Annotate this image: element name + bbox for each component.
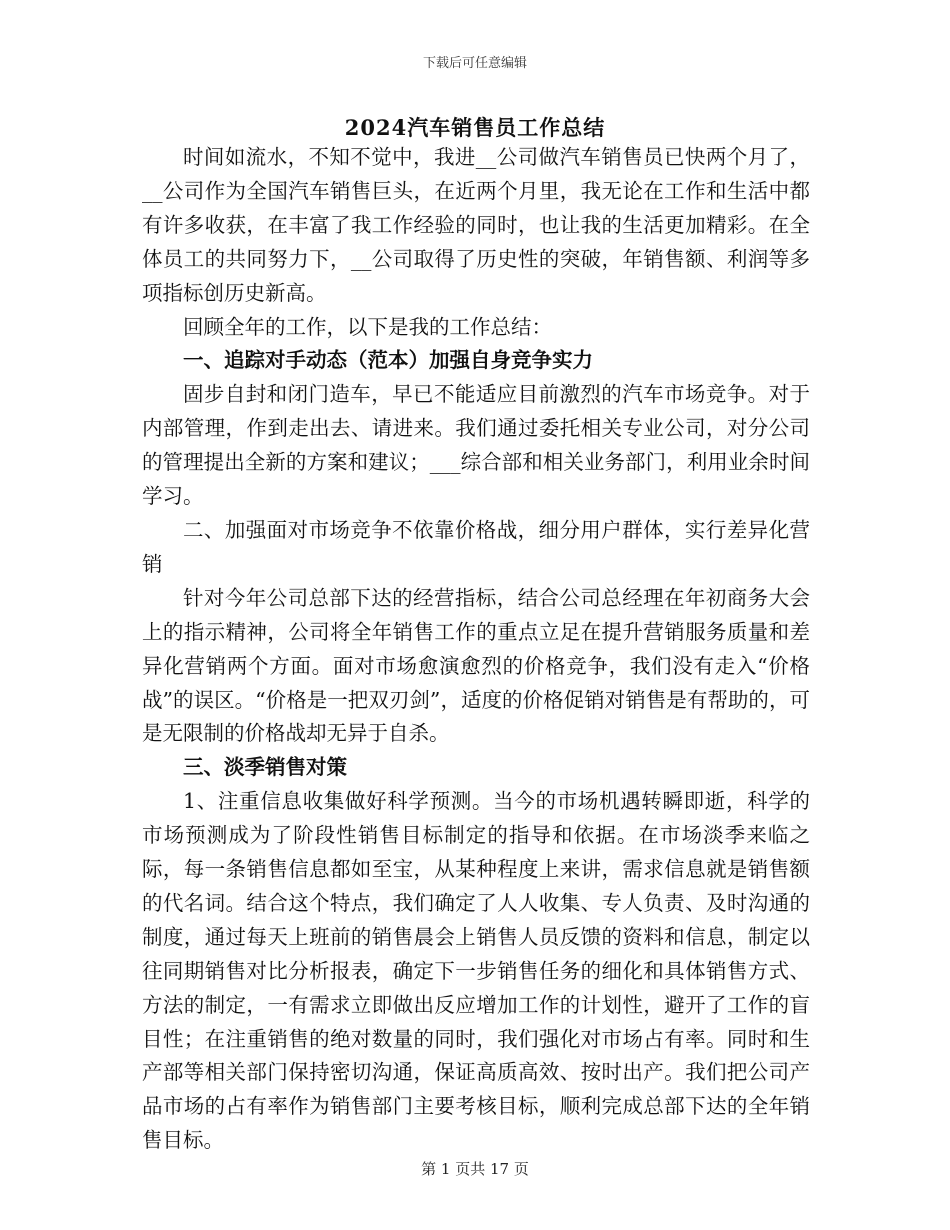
paragraph-pricing: 针对今年公司总部下达的经营指标，结合公司总经理在年初商务大会上的指示精神，公司将全年销售工作的重点立足在提升营销服务质量和差异化营销两个方面。面对市场愈演愈烈的价格竞争，我们没有走入“价格战”的误区。“价格是一把双刃剑”，适度的价格促销对销售是有帮助的，可是无限制的价格战却无异于自杀。 bbox=[142, 585, 810, 746]
page-number-footer: 第 1 页共 17 页 bbox=[421, 1160, 529, 1178]
document-body bbox=[142, 141, 810, 1158]
paragraph-off-season: 1、注重信息收集做好科学预测。当今的市场机遇转瞬即逝，科学的市场预测成为了阶段性销售目标制定的指导和依据。在市场淡季来临之际，每一条销售信息都如至宝，从某种程度上来讲，需求信息就是销售额的代名词。结合这个特点，我们确定了人人收集、专人负责、及时沟通的制度，通过每天上班前的销售晨会上销售人员反馈的资料和信息，制定以往同期销售对比分析报表，确定下一步销售任务的细化和具体销售方式、方法的制定，一有需求立即做出反应增加工作的计划性，避开了工作的盲目性；在注重销售的绝对数量的同时，我们强化对市场占有率。同时和生产部等相关部门保持密切沟通，保证高质高效、按时出产。我们把公司产品市场的占有率作为销售部门主要考核目标，顺利完成总部下达的全年销售目标。 bbox=[142, 789, 810, 1153]
document-title: 2024汽车销售员工作总结 bbox=[344, 115, 606, 140]
paragraph-review: 回顾全年的工作，以下是我的工作总结： bbox=[183, 314, 552, 339]
page-header-note: 下载后可任意编辑 bbox=[422, 56, 527, 71]
section-heading-2: 二、加强面对市场竞争不依靠价格战，细分用户群体，实行差异化营销 bbox=[142, 517, 810, 576]
section-heading-1: 一、追踪对手动态（范本）加强自身竞争实力 bbox=[183, 348, 593, 373]
paragraph-intro: 时间如流水，不知不觉中，我进__公司做汽车销售员已快两个月了，__公司作为全国汽车销售巨头，在近两个月里，我无论在工作和生活中都有许多收获，在丰富了我工作经验的同时，也让我的生活更加精彩。在全体员工的共同努力下，__公司取得了历史性的突破，年销售额、利润等多项指标创历史新高。 bbox=[142, 145, 810, 305]
section-heading-3: 三、淡季销售对策 bbox=[183, 755, 347, 780]
paragraph-management: 固步自封和闭门造车，早已不能适应目前激烈的汽车市场竞争。对于内部管理，作到走出去、请进来。我们通过委托相关专业公司，对分公司的管理提出全新的方案和建议；___综合部和相关业务部门，利用业余时间学习。 bbox=[142, 382, 810, 509]
